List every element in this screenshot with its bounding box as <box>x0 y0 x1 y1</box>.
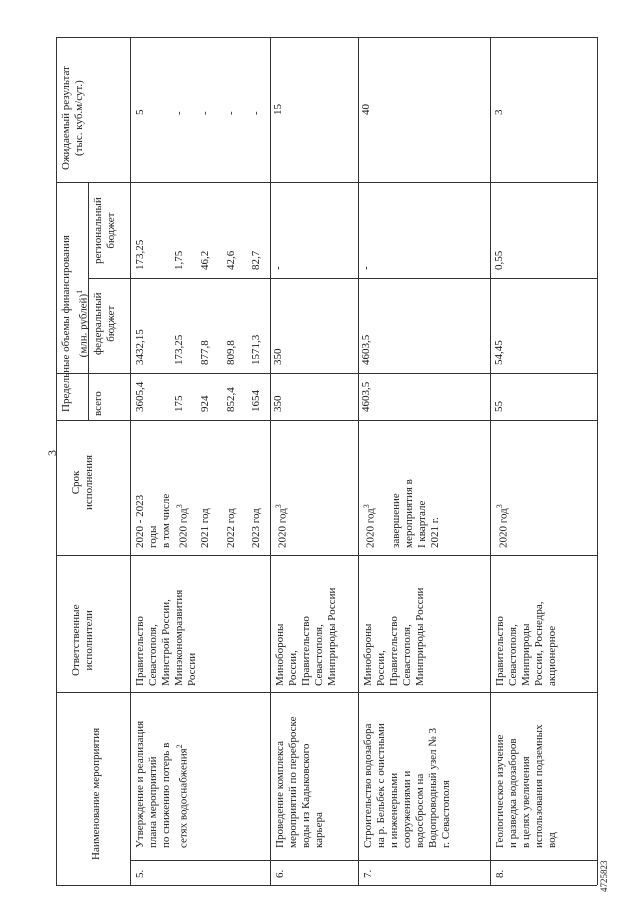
header-regional: региональный бюджет <box>92 197 117 264</box>
row-result: 3 <box>493 109 505 115</box>
row-total: 175 <box>173 395 185 412</box>
row-term: 2020 год$^3$ <box>274 504 289 548</box>
column-border <box>56 420 597 421</box>
column-border <box>88 278 597 279</box>
row-federal: 350 <box>272 348 284 365</box>
row-number: 5. <box>134 869 146 878</box>
row-regional: 0,55 <box>493 250 505 270</box>
row-term: 2020 год$^3$ <box>362 504 377 548</box>
row-result: - <box>199 111 211 115</box>
row-executors: Минобороны России, Правительство Севастополя, Минприроды России <box>274 587 338 686</box>
row-term: 2020 год$^3$ <box>495 504 510 548</box>
row-total: 4603,5 <box>360 381 372 412</box>
row-regional: 1,75 <box>173 250 185 270</box>
header-total: всего <box>92 391 104 416</box>
row-regional: - <box>272 266 284 270</box>
row-total: 350 <box>272 395 284 412</box>
row-border <box>597 37 598 885</box>
column-border <box>56 555 597 556</box>
row-name: Геологическое изучение и разведка водозаборов в целях увеличения использования подземных вод <box>494 724 558 848</box>
header-federal: федеральный бюджет <box>92 292 117 355</box>
number-column-border <box>130 860 597 861</box>
row-executors: Минобороны России, Правительство Севастополя, Минприроды России <box>362 587 426 686</box>
row-regional: - <box>360 266 372 270</box>
row-result: 5 <box>134 109 146 115</box>
row-total: 852,4 <box>225 387 237 412</box>
column-border <box>56 182 597 183</box>
row-term: завершение мероприятия в I квартале 2021 г. <box>390 479 441 548</box>
row-term: в том числе <box>160 493 172 548</box>
row-result: - <box>225 111 237 115</box>
row-federal: 173,25 <box>173 334 185 365</box>
header-result: Ожидаемый результат (тыс. куб.м/сут.) <box>60 66 85 170</box>
row-result: 40 <box>360 104 372 115</box>
row-regional: 82,7 <box>250 250 262 270</box>
row-term: 2020 - 2023 годы <box>134 494 159 548</box>
row-border <box>270 37 271 885</box>
document-code: 4725823 <box>599 860 609 892</box>
row-border <box>490 37 491 885</box>
row-total: 55 <box>493 401 505 412</box>
row-result: - <box>173 111 185 115</box>
row-total: 924 <box>199 395 211 412</box>
header-name: Наименование мероприятия <box>90 727 102 860</box>
header-funding: Предельные объемы финансирования (млн. рублей)$^1$ <box>60 235 90 412</box>
row-result: 15 <box>272 104 284 115</box>
row-federal: 3432,15 <box>134 329 146 365</box>
row-number: 7. <box>362 869 374 878</box>
row-regional: 173,25 <box>134 239 146 270</box>
row-result: - <box>250 111 262 115</box>
table-border-top <box>56 37 57 885</box>
header-executors: Ответственные исполнители <box>70 604 95 676</box>
row-term: 2023 год <box>250 508 262 548</box>
row-total: 1654 <box>250 390 262 412</box>
row-executors: Правительство Севастополя, Минстрой России, Минэкономразвития России <box>134 589 198 686</box>
row-term: 2022 год <box>225 508 237 548</box>
row-federal: 809,8 <box>225 340 237 365</box>
row-number: 8. <box>494 869 506 878</box>
column-border <box>56 885 597 886</box>
row-federal: 877,8 <box>199 340 211 365</box>
row-term: 2021 год <box>199 508 211 548</box>
row-name: Утверждение и реализация плана мероприятий по снижению потерь в сетях водоснабжения$^2$ <box>134 720 190 848</box>
row-federal: 54,45 <box>493 340 505 365</box>
row-number: 6. <box>274 869 286 878</box>
header-term: Срок исполнения <box>70 454 95 510</box>
row-federal: 4603,5 <box>360 334 372 365</box>
row-regional: 46,2 <box>199 250 211 270</box>
column-border <box>56 373 597 374</box>
row-name: Проведение комплекса мероприятий по переброске воды из Кадыковского карьера <box>274 716 325 848</box>
row-term: 2020 год$^3$ <box>175 504 190 548</box>
column-border <box>56 37 597 38</box>
header-bottom-border <box>130 37 131 885</box>
row-name: Строительство водозабора на р. Бельбек с очистными и инженерными сооружениями и водосбросом на Водопроводный узел № 3 г. Севастополя <box>362 723 452 848</box>
row-total: 3605,4 <box>134 381 146 412</box>
row-border <box>358 37 359 885</box>
page-number: 3 <box>45 450 59 456</box>
row-federal: 1571,3 <box>250 334 262 365</box>
column-border <box>56 692 597 693</box>
row-regional: 42,6 <box>225 250 237 270</box>
row-executors: Правительство Севастополя, Минприроды России, Роснедра, акционерное <box>494 601 558 686</box>
